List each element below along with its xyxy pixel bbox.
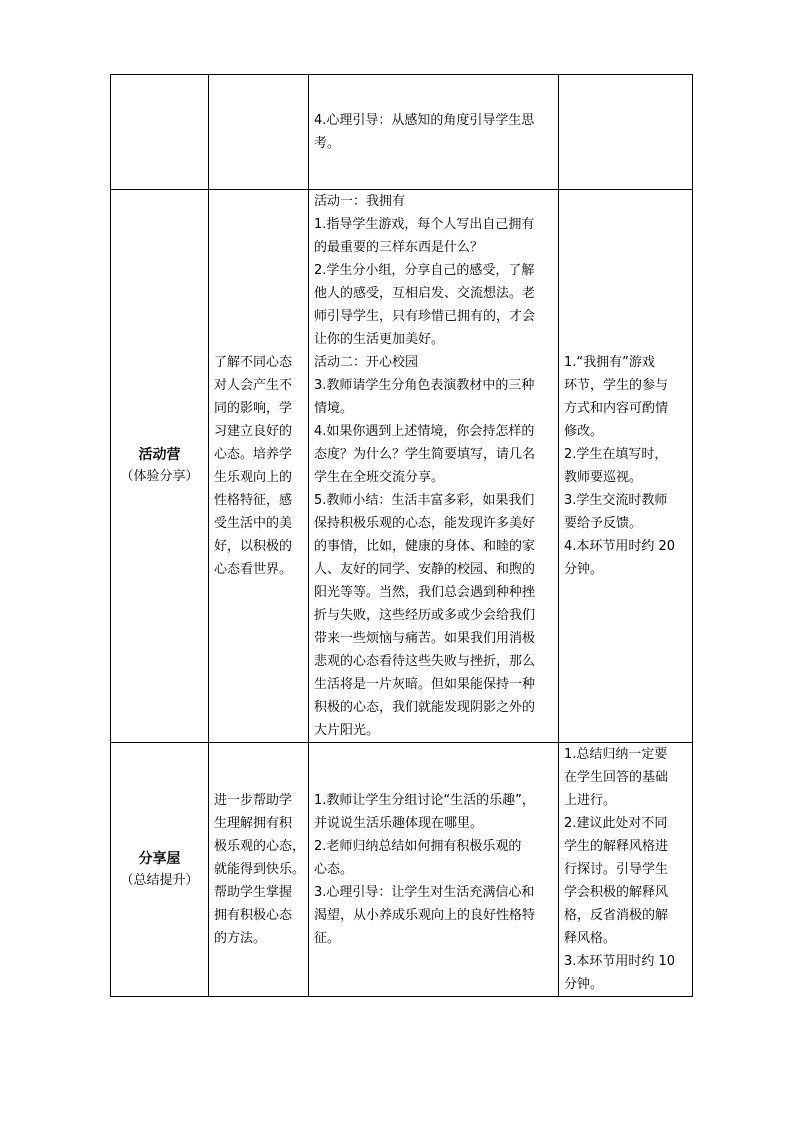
text-line: 生活将是一片灰暗。但如果能保持一种 xyxy=(314,677,536,692)
text-line: 情境。 xyxy=(314,401,354,416)
text-line: 行探讨。引导学生 xyxy=(564,862,669,877)
text-line: 分钟。 xyxy=(564,977,604,992)
text-line: 征。 xyxy=(314,931,341,946)
stage-subtitle: （总结提升） xyxy=(120,872,199,888)
text-line: 就能得到快乐。 xyxy=(214,862,306,877)
text-line: 他人的感受，互相启发、交流想法。老 xyxy=(314,286,536,301)
text-line: 保持积极乐观的心态，能发现许多美好 xyxy=(314,516,536,531)
text-line: 活动一：我拥有 xyxy=(314,194,406,209)
text-line: 习建立良好的 xyxy=(214,424,293,439)
text-line: 师引导学生，只有珍惜已拥有的，才会 xyxy=(314,309,536,324)
text-line: 了解不同心态 xyxy=(214,355,293,370)
text-line: 3.教师请学生分角色表演教材中的三种 xyxy=(314,378,535,393)
text-line: 4.心理引导：从感知的角度引导学生思 xyxy=(314,113,535,128)
text-line: 1.教师让学生分组讨论“生活的乐趣”， xyxy=(314,793,535,808)
text-line: 生乐观向上的 xyxy=(214,470,293,485)
text-line: 方式和内容可酌情 xyxy=(564,401,669,416)
text-line: 进一步帮助学 xyxy=(214,793,293,808)
text-line: 性格特征，感 xyxy=(214,493,293,508)
text-line: 2.学生分小组，分享自己的感受，了解 xyxy=(314,263,535,278)
text-line: 3.心理引导：让学生对生活充满信心和 xyxy=(314,885,535,900)
text-line: 同的影响，学 xyxy=(214,401,293,416)
text-line: 释风格。 xyxy=(564,931,617,946)
text-line: 分钟。 xyxy=(564,562,604,577)
table-row xyxy=(111,190,693,743)
notes-cell xyxy=(559,75,693,190)
stage-name: 活动营 xyxy=(138,447,181,463)
text-line: 学会积极的解释风 xyxy=(564,885,669,900)
text-line: 学生在全班交流分享。 xyxy=(314,470,445,485)
text-line: 对人会产生不 xyxy=(214,378,293,393)
stage-subtitle: （体验分享） xyxy=(120,469,199,484)
text-line: 心态。培养学 xyxy=(214,447,293,462)
text-line: 1.“我拥有”游戏 xyxy=(564,355,655,370)
process-cell xyxy=(309,743,559,997)
process-cell xyxy=(309,190,559,743)
text-line: 2.建议此处对不同 xyxy=(564,816,668,831)
text-line: 人、友好的同学、安静的校园、和煦的 xyxy=(314,562,536,577)
text-line: 修改。 xyxy=(564,424,604,439)
text-line: 4.本环节用时约 20 xyxy=(564,539,676,554)
text-line: 让你的生活更加美好。 xyxy=(314,332,445,347)
text-line: 好，以积极的 xyxy=(214,539,293,554)
text-line: 2.学生在填写时， xyxy=(564,447,668,462)
stage-cell xyxy=(111,75,209,190)
text-line: 在学生回答的基础 xyxy=(564,770,669,785)
text-line: 带来一些烦恼与痛苦。如果我们用消极 xyxy=(314,631,536,646)
table-row xyxy=(111,743,693,997)
text-line: 2.老师归纳总结如何拥有积极乐观的 xyxy=(314,839,522,854)
text-line: 大片阳光。 xyxy=(314,723,380,738)
goal-cell xyxy=(209,75,309,190)
text-line: 活动二：开心校园 xyxy=(314,355,419,370)
goal-cell xyxy=(209,743,309,997)
notes-cell xyxy=(559,190,693,743)
text-line: 环节，学生的参与 xyxy=(564,378,669,393)
text-line: 极乐观的心态， xyxy=(214,839,306,854)
text-line: 心态看世界。 xyxy=(214,562,293,577)
text-line: 的事情，比如，健康的身体、和睦的家 xyxy=(314,539,536,554)
text-line: 格，反省消极的解 xyxy=(564,908,669,923)
text-line: 要给予反馈。 xyxy=(564,516,643,531)
stage-cell xyxy=(111,190,209,743)
text-line: 3.本环节用时约 10 xyxy=(564,954,676,969)
text-line: 心态。 xyxy=(314,862,354,877)
text-line: 1.总结归纳一定要 xyxy=(564,747,668,762)
process-cell xyxy=(309,75,559,190)
text-line: 受生活中的美 xyxy=(214,516,293,531)
text-line: 上进行。 xyxy=(564,793,617,808)
table-row xyxy=(111,75,693,190)
text-line: 拥有积极心态 xyxy=(214,908,293,923)
notes-cell xyxy=(559,743,693,997)
text-line: 1.指导学生游戏，每个人写出自己拥有 xyxy=(314,217,535,232)
text-line: 阳光等等。当然，我们总会遇到种种挫 xyxy=(314,585,536,600)
text-line: 5.教师小结：生活丰富多彩，如果我们 xyxy=(314,493,535,508)
text-line: 积极的心态，我们就能发现阴影之外的 xyxy=(314,700,536,715)
text-line: 并说说生活乐趣体现在哪里。 xyxy=(314,816,484,831)
stage-name: 分享屋 xyxy=(138,850,181,867)
text-line: 考。 xyxy=(314,136,341,151)
text-line: 4.如果你遇到上述情境，你会持怎样的 xyxy=(314,424,535,439)
text-line: 生理解拥有积 xyxy=(214,816,293,831)
text-line: 折与失败，这些经历或多或少会给我们 xyxy=(314,608,536,623)
text-line: 3.学生交流时教师 xyxy=(564,493,668,508)
goal-cell xyxy=(209,190,309,743)
text-line: 的最重要的三样东西是什么？ xyxy=(314,240,484,255)
text-line: 教师要巡视。 xyxy=(564,470,643,485)
text-line: 悲观的心态看待这些失败与挫折，那么 xyxy=(314,654,536,669)
text-line: 学生的解释风格进 xyxy=(564,839,669,854)
text-line: 帮助学生掌握 xyxy=(214,885,293,900)
text-line: 的方法。 xyxy=(214,931,267,946)
text-line: 渴望，从小养成乐观向上的良好性格特 xyxy=(314,908,536,923)
lesson-plan-table xyxy=(110,74,693,997)
stage-cell xyxy=(111,743,209,997)
text-line: 态度？为什么？学生简要填写，请几名 xyxy=(314,447,536,462)
